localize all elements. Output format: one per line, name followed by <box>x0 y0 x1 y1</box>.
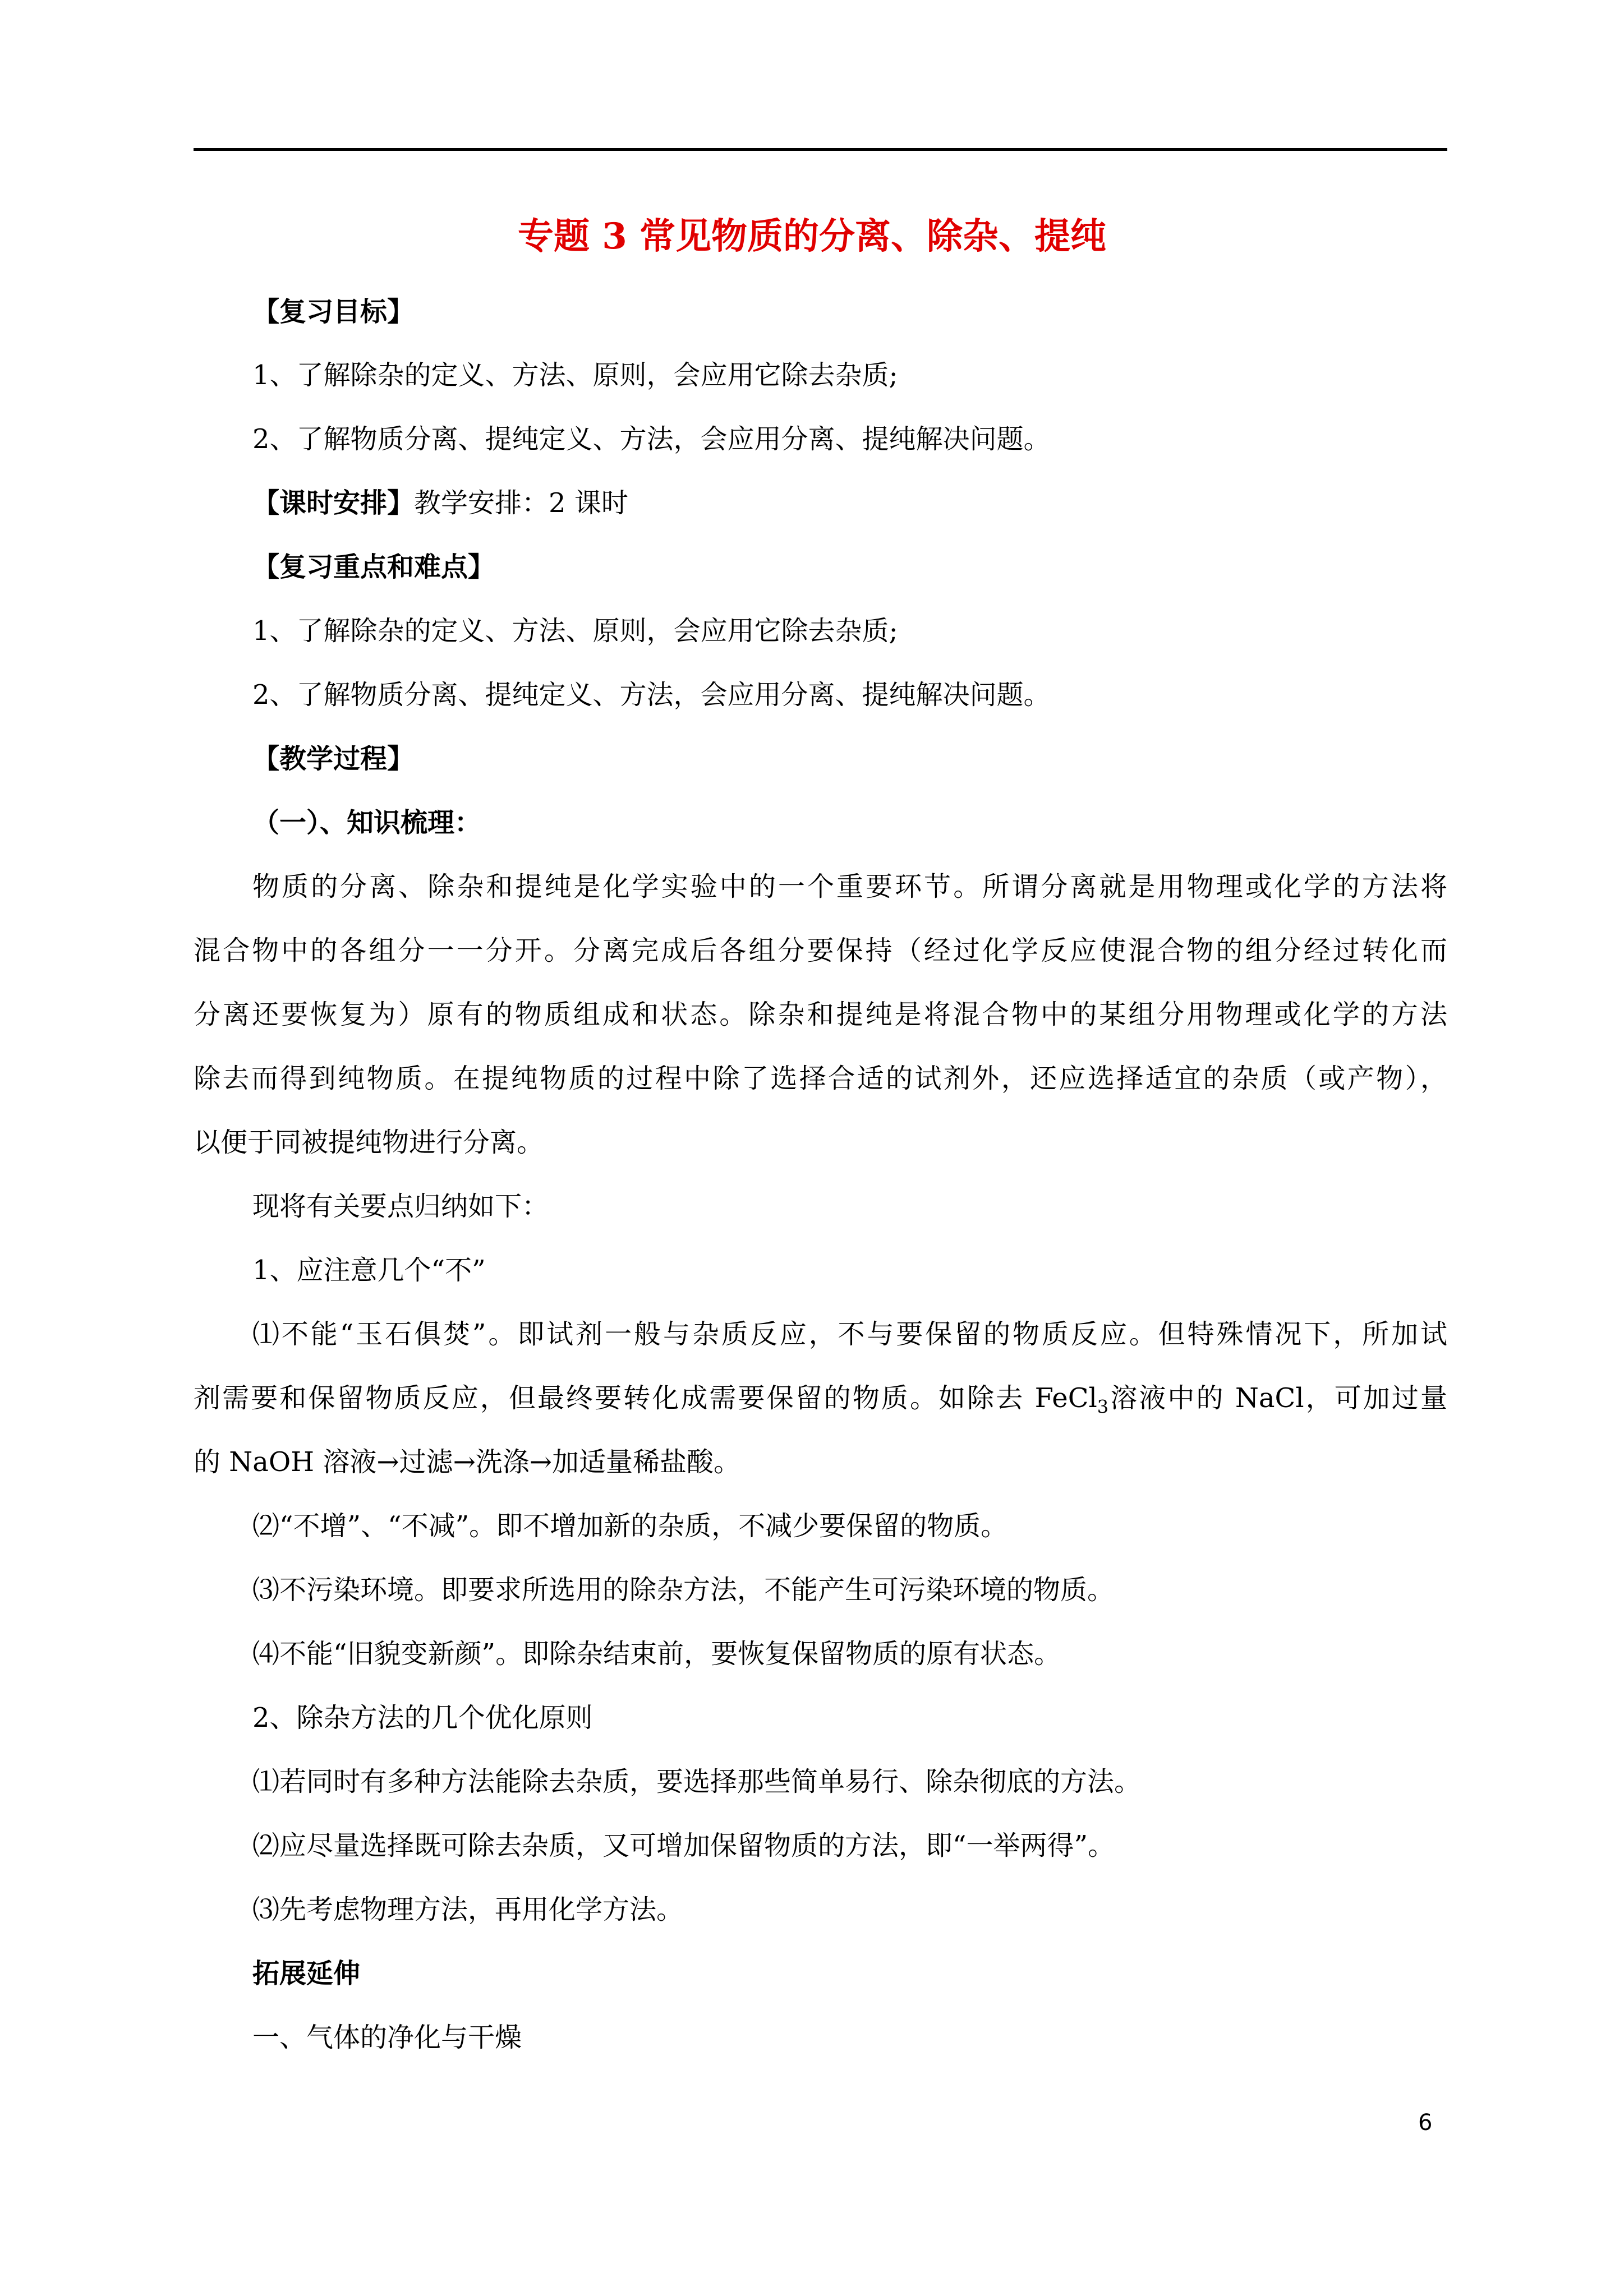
key-point-2: 2、了解物质分离、提纯定义、方法，会应用分离、提纯解决问题。 <box>252 679 1051 711</box>
principle-1: ⑴若同时有多种方法能除去杂质，要选择那些简单易行、除杂彻底的方法。 <box>252 1766 1142 1797</box>
intro-paragraph-line: 除去而得到纯物质。在提纯物质的过程中除了选择合适的试剂外，还应选择适宜的杂质（或产物）， <box>194 1063 1447 1094</box>
review-goal-1: 1、了解除杂的定义、方法、原则，会应用它除去杂质; <box>252 359 898 391</box>
process-heading: 【教学过程】 <box>252 743 415 774</box>
intro-paragraph-line: 分离还要恢复为）原有的物质组成和状态。除杂和提纯是将混合物中的某组分用物理或化学的方法 <box>194 999 1447 1030</box>
key-points-heading: 【复习重点和难点】 <box>252 551 495 583</box>
principle-2: ⑵应尽量选择既可除去杂质，又可增加保留物质的方法，即“一举两得”。 <box>252 1830 1115 1861</box>
section-1-heading: （一）、知识梳理： <box>252 807 482 838</box>
schedule-text: 教学安排：2 课时 <box>414 487 628 519</box>
intro-paragraph-line: 以便于同被提纯物进行分离。 <box>194 1127 544 1158</box>
schedule-heading: 【课时安排】 <box>252 487 415 519</box>
key-point-1: 1、了解除杂的定义、方法、原则，会应用它除去杂质; <box>252 615 898 647</box>
rule-4: ⑷不能“旧貌变新颜”。即除杂结束前，要恢复保留物质的原有状态。 <box>252 1638 1061 1670</box>
rule-1-line: ⑴不能“玉石俱焚”。即试剂一般与杂质反应，不与要保留的物质反应。但特殊情况下，所加试 <box>252 1318 1447 1350</box>
rule-2: ⑵“不增”、“不减”。即不增加新的杂质，不减少要保留的物质。 <box>252 1510 1008 1542</box>
point-2-heading: 2、除杂方法的几个优化原则 <box>252 1702 593 1733</box>
rule-1-line: 的 NaOH 溶液→过滤→洗涤→加适量稀盐酸。 <box>194 1446 741 1478</box>
extension-heading: 拓展延伸 <box>252 1958 361 1989</box>
extension-item-1: 一、气体的净化与干燥 <box>252 2022 522 2053</box>
review-goals-heading: 【复习目标】 <box>252 296 415 328</box>
schedule-line <box>252 481 628 525</box>
rule-1-text: 溶液中的 NaCl，可加过量 <box>1108 1382 1447 1414</box>
page-number: 6 <box>1418 2110 1433 2136</box>
intro-paragraph-line: 物质的分离、除杂和提纯是化学实验中的一个重要环节。所谓分离就是用物理或化学的方法将 <box>252 871 1447 902</box>
rule-1-line <box>194 1376 1447 1421</box>
review-goal-2: 2、了解物质分离、提纯定义、方法，会应用分离、提纯解决问题。 <box>252 423 1051 455</box>
rule-1-text: 剂需要和保留物质反应，但最终要转化成需要保留的物质。如除去 FeCl <box>194 1382 1097 1414</box>
summary-intro: 现将有关要点归纳如下： <box>252 1191 549 1222</box>
point-1-heading: 1、应注意几个“不” <box>252 1255 486 1286</box>
intro-paragraph-line: 混合物中的各组分一一分开。分离完成后各组分要保持（经过化学反应使混合物的组分经过转化而 <box>194 935 1447 966</box>
header-rule <box>194 148 1447 151</box>
subscript: 3 <box>1097 1396 1109 1418</box>
principle-3: ⑶先考虑物理方法，再用化学方法。 <box>252 1894 684 1925</box>
rule-3: ⑶不污染环境。即要求所选用的除杂方法，不能产生可污染环境的物质。 <box>252 1574 1115 1606</box>
page-title: 专题 3 常见物质的分离、除杂、提纯 <box>517 215 1107 257</box>
